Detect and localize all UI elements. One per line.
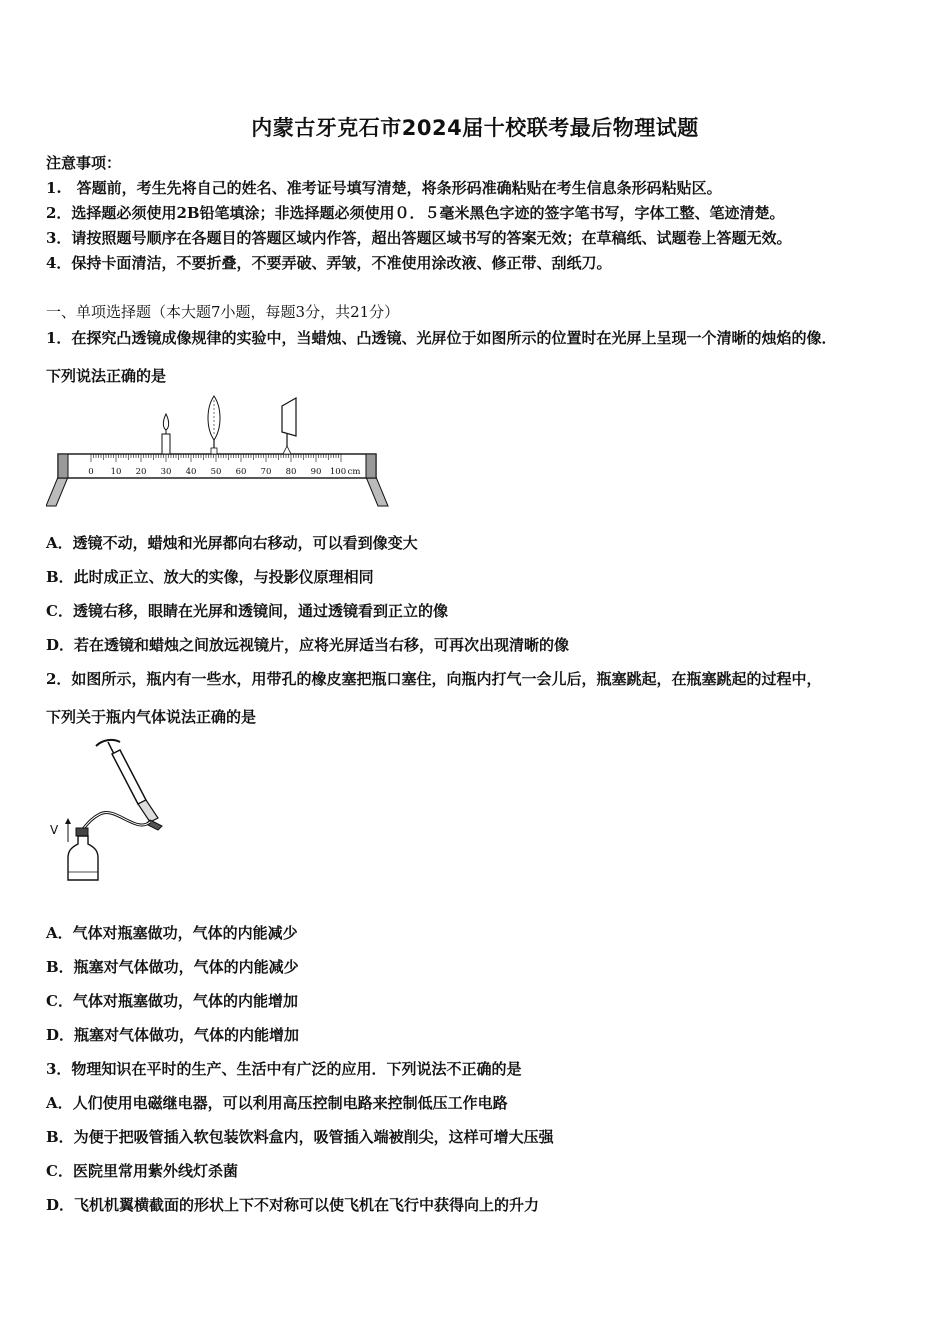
optical-bench-figure — [46, 392, 396, 510]
pump-barrel — [112, 750, 146, 804]
bottle-icon — [68, 836, 98, 880]
notice-item: 4．保持卡面清洁，不要折叠，不要弄破、弄皱，不准使用涂改液、修正带、刮纸刀。 — [46, 254, 612, 272]
q2-option-b: B．瓶塞对气体做功，气体的内能减少 — [46, 958, 299, 976]
q3-option-a: A．人们使用电磁继电器，可以利用高压控制电路来控制低压工作电路 — [46, 1094, 508, 1112]
ruler-label: 10 — [110, 467, 122, 477]
q3-option-d: D．飞机机翼横截面的形状上下不对称可以使飞机在飞行中获得向上的升力 — [46, 1196, 540, 1214]
notice-item: 1. 答题前，考生先将自己的姓名、准考证号填写清楚，将条形码准确粘贴在考生信息条形码粘贴区。 — [46, 179, 722, 197]
screen-icon — [282, 398, 296, 436]
bottle-pump-figure — [46, 734, 176, 884]
ruler-label: 90 — [310, 467, 322, 477]
question-2-stem: 2．如图所示，瓶内有一些水，用带孔的橡皮塞把瓶口塞住，向瓶内打气一会儿后，瓶塞跳起，在瓶塞跳起的过程中， — [46, 670, 822, 688]
q2-option-d: D．瓶塞对气体做功，气体的内能增加 — [46, 1026, 300, 1044]
bench-right-end — [366, 454, 376, 478]
q1-option-b: B．此时成正立、放大的实像，与投影仪原理相同 — [46, 568, 374, 586]
bench-left-leg — [46, 477, 68, 506]
question-2-stem-cont: 下列关于瓶内气体说法正确的是 — [46, 708, 257, 726]
ruler-label: 20 — [135, 467, 147, 477]
ruler-label: 40 — [185, 467, 197, 477]
q2-option-a: A．气体对瓶塞做功，气体的内能减少 — [46, 924, 298, 942]
q2-option-c: C．气体对瓶塞做功，气体的内能增加 — [46, 992, 298, 1010]
bench-right-leg — [366, 477, 388, 506]
bottle-stopper — [76, 828, 88, 836]
q1-option-d: D．若在透镜和蜡烛之间放远视镜片，应将光屏适当右移，可再次出现清晰的像 — [46, 636, 570, 654]
ruler-unit: cm — [347, 467, 361, 477]
ruler-label: 50 — [210, 467, 222, 477]
ruler-label: 70 — [260, 467, 272, 477]
q3-option-b: B．为便于把吸管插入软包装饮料盒内，吸管插入端被削尖，这样可增大压强 — [46, 1128, 554, 1146]
question-3-stem: 3．物理知识在平时的生产、生活中有广泛的应用．下列说法不正确的是 — [46, 1060, 522, 1078]
velocity-label: V — [50, 823, 59, 837]
notice-item: 2．选择题必须使用2B铅笔填涂；非选择题必须使用０．５毫米黑色字迹的签字笔书写，字体工整、笔迹清楚。 — [46, 204, 785, 222]
ruler-label: 100 — [329, 467, 347, 477]
candle-flame-icon — [163, 414, 168, 430]
ruler-label: 80 — [285, 467, 297, 477]
candle-body — [162, 434, 170, 454]
ruler-label: 60 — [235, 467, 247, 477]
ruler-label: 30 — [160, 467, 172, 477]
q1-option-a: A．透镜不动，蜡烛和光屏都向右移动，可以看到像变大 — [46, 534, 418, 552]
section-heading: 一、单项选择题（本大题7小题，每题3分，共21分） — [46, 303, 400, 321]
candle — [162, 414, 170, 454]
bench-left-end — [58, 454, 68, 478]
notice-item: 3．请按照题号顺序在各题目的答题区域内作答，超出答题区域书写的答案无效；在草稿纸、试题卷上答题无效。 — [46, 229, 792, 247]
question-1-stem: 1．在探究凸透镜成像规律的实验中，当蜡烛、凸透镜、光屏位于如图所示的位置时在光屏上呈现一个清晰的烛焰的像． — [46, 329, 837, 347]
light-screen — [282, 398, 296, 454]
notice-heading: 注意事项： — [46, 154, 122, 172]
q1-option-c: C．透镜右移，眼睛在光屏和透镜间，通过透镜看到正立的像 — [46, 602, 448, 620]
convex-lens — [208, 396, 220, 454]
question-1-stem-cont: 下列说法正确的是 — [46, 367, 167, 385]
ruler-label: 0 — [88, 467, 94, 477]
page-title: 内蒙古牙克石市2024届十校联考最后物理试题 — [251, 116, 699, 140]
q3-option-c: C．医院里常用紫外线灯杀菌 — [46, 1162, 238, 1180]
